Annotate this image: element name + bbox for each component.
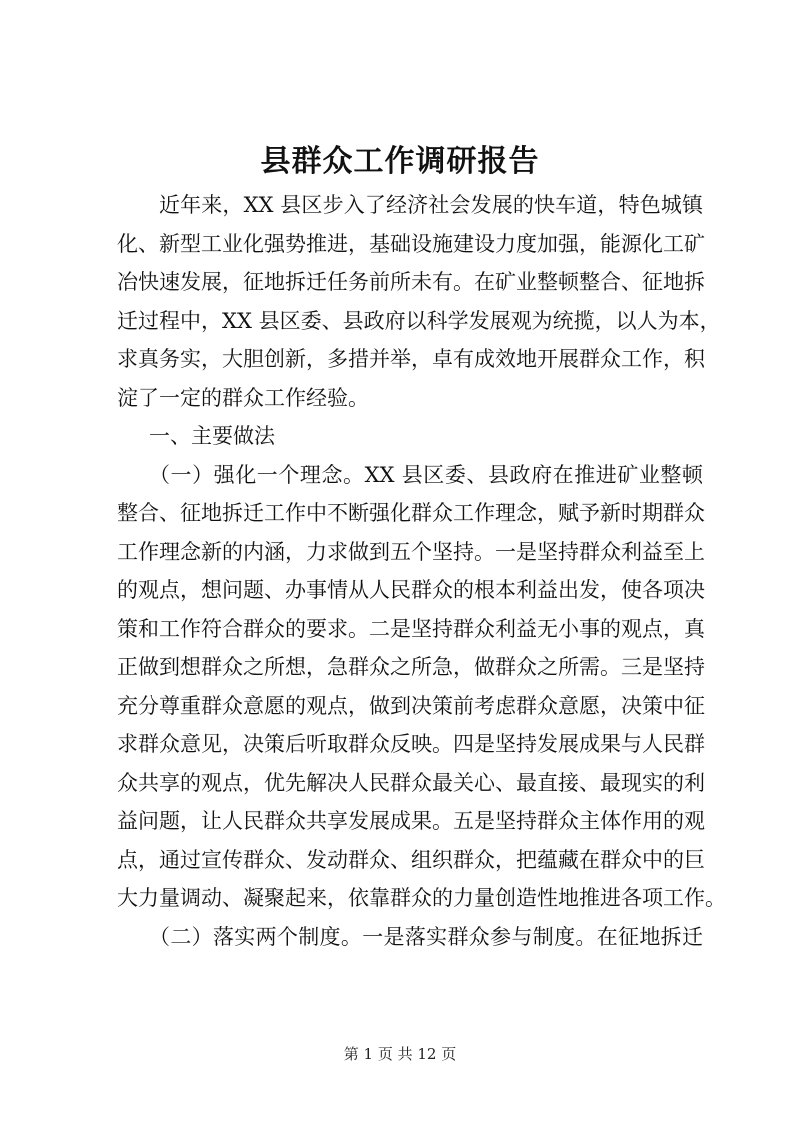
paragraph-line: 求群众意见，决策后听取群众反映。四是坚持发展成果与人民群: [117, 732, 705, 756]
paragraph-line: 充分尊重群众意愿的观点，做到决策前考虑群众意愿，决策中征: [117, 693, 705, 718]
paragraph-line: 求真务实，大胆创新，多措并举，卓有成效地开展群众工作，积: [117, 347, 705, 371]
paragraph-line: 整合、征地拆迁工作中不断强化群众工作理念，赋予新时期群众: [117, 501, 705, 525]
document-body: [117, 186, 726, 956]
paragraph-line: 大力量调动、凝聚起来，依靠群众的力量创造性地推进各项工作。: [117, 886, 726, 910]
paragraph-line: 迁过程中，XX 县区委、县政府以科学发展观为统揽，以人为本，: [117, 308, 721, 333]
section-heading: 一、主要做法: [149, 424, 275, 448]
paragraph-line: 工作理念新的内涵，力求做到五个坚持。一是坚持群众利益至上: [117, 539, 705, 564]
paragraph-line: 的观点，想问题、办事情从人民群众的根本利益出发，使各项决: [117, 578, 705, 602]
paragraph-line: 淀了一定的群众工作经验。: [117, 385, 369, 410]
paragraph-line: 近年来，XX 县区步入了经济社会发展的快车道，特色城镇: [159, 193, 703, 217]
paragraph-line: （一）强化一个理念。XX 县区委、县政府在推进矿业整顿: [149, 462, 703, 487]
paragraph-line: 化、新型工业化强势推进，基础设施建设力度加强，能源化工矿: [117, 231, 705, 256]
paragraph-line: 益问题，让人民群众共享发展成果。五是坚持群众主体作用的观: [117, 809, 705, 833]
paragraph-line: （二）落实两个制度。一是落实群众参与制度。在征地拆迁: [149, 924, 703, 949]
paragraph-line: 点，通过宣传群众、发动群众、组织群众，把蕴藏在群众中的巨: [117, 847, 705, 872]
document-title: 县群众工作调研报告: [260, 144, 540, 179]
paragraph-line: 冶快速发展，征地拆迁任务前所未有。在矿业整顿整合、征地拆: [117, 270, 705, 294]
paragraph-line: 策和工作符合群众的要求。二是坚持群众利益无小事的观点，真: [117, 616, 705, 641]
page-footer: 第 1 页 共 12 页: [343, 1045, 457, 1063]
paragraph-line: 众共享的观点，优先解决人民群众最关心、最直接、最现实的利: [117, 770, 705, 795]
paragraph-line: 正做到想群众之所想，急群众之所急，做群众之所需。三是坚持: [117, 655, 705, 679]
